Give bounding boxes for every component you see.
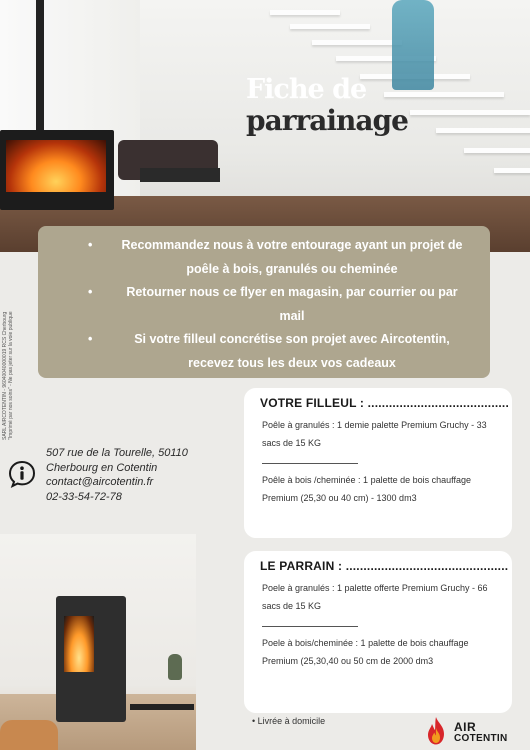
filleul-wood-gift: Poêle à bois /cheminée : 1 palette de bois chauffage Premium (25,30 ou 40 cm) - 1300 dm3 [262, 475, 471, 503]
instruction-item [56, 281, 476, 328]
divider [262, 626, 358, 627]
instructions-list [56, 234, 476, 375]
instruction-text: Retourner nous ce flyer en magasin, par courrier ou par mail [126, 285, 458, 323]
contact-block [46, 446, 188, 504]
legal-line-2: "Imprimé par nos soins" - Ne pas jeter sur la voie publique [8, 311, 14, 440]
parrain-heading: LE PARRAIN : .............................................. [260, 559, 509, 573]
contact-city: Cherbourg en Cotentin [46, 461, 158, 474]
filleul-card [244, 388, 512, 538]
bullet-symbol: • [88, 332, 93, 346]
delivery-note: • Livrée à domicile [252, 716, 326, 726]
info-speech-bubble-icon [8, 460, 36, 488]
title-line-2: parrainage [246, 104, 408, 137]
instructions-panel [38, 226, 490, 378]
title-line-1: Fiche de [246, 74, 367, 105]
contact-address: 507 rue de la Tourelle, 50110 [46, 447, 188, 459]
instruction-item [56, 234, 476, 281]
legal-line-1: SARL AIRCOTENTIN - 96040040000019 RCS Cherbourg [2, 311, 8, 440]
logo-word-cotentin: COTENTIN [454, 733, 508, 744]
filleul-heading: VOTRE FILLEUL : ........................................ [260, 396, 510, 410]
bullet-symbol: • [88, 238, 93, 252]
divider [262, 463, 358, 464]
logo-wordmark [454, 722, 508, 744]
bullet-symbol: • [88, 285, 93, 299]
instruction-item [56, 328, 476, 375]
parrain-wood-gift: Poele à bois/cheminée : 1 palette de bois chauffage Premium (25,30,40 ou 50 cm de 2000 dm3 [262, 638, 469, 666]
instruction-text: Si votre filleul concrétise son projet avec Aircotentin, recevez tous les deux vos cadeaux [134, 332, 450, 370]
parrain-pellet-gift: Poele à granulés : 1 palette offerte Premium Gruchy - 66 sacs de 15 KG [262, 583, 488, 611]
filleul-pellet-gift: Poêle à granulés : 1 demie palette Premium Gruchy - 33 sacs de 15 KG [262, 420, 487, 448]
aircotentin-logo [424, 716, 520, 746]
contact-phone[interactable]: 02-33-54-72-78 [46, 490, 122, 503]
page-title [246, 74, 408, 136]
logo-word-air: AIR [454, 720, 477, 734]
legal-side-text [2, 300, 16, 440]
contact-email[interactable]: contact@aircotentin.fr [46, 476, 154, 488]
flame-icon [424, 716, 448, 746]
instruction-text: Recommandez nous à votre entourage ayant un projet de poêle à bois, granulés ou cheminée [121, 238, 463, 276]
parrain-card [244, 551, 512, 713]
stove-photo [0, 534, 196, 750]
